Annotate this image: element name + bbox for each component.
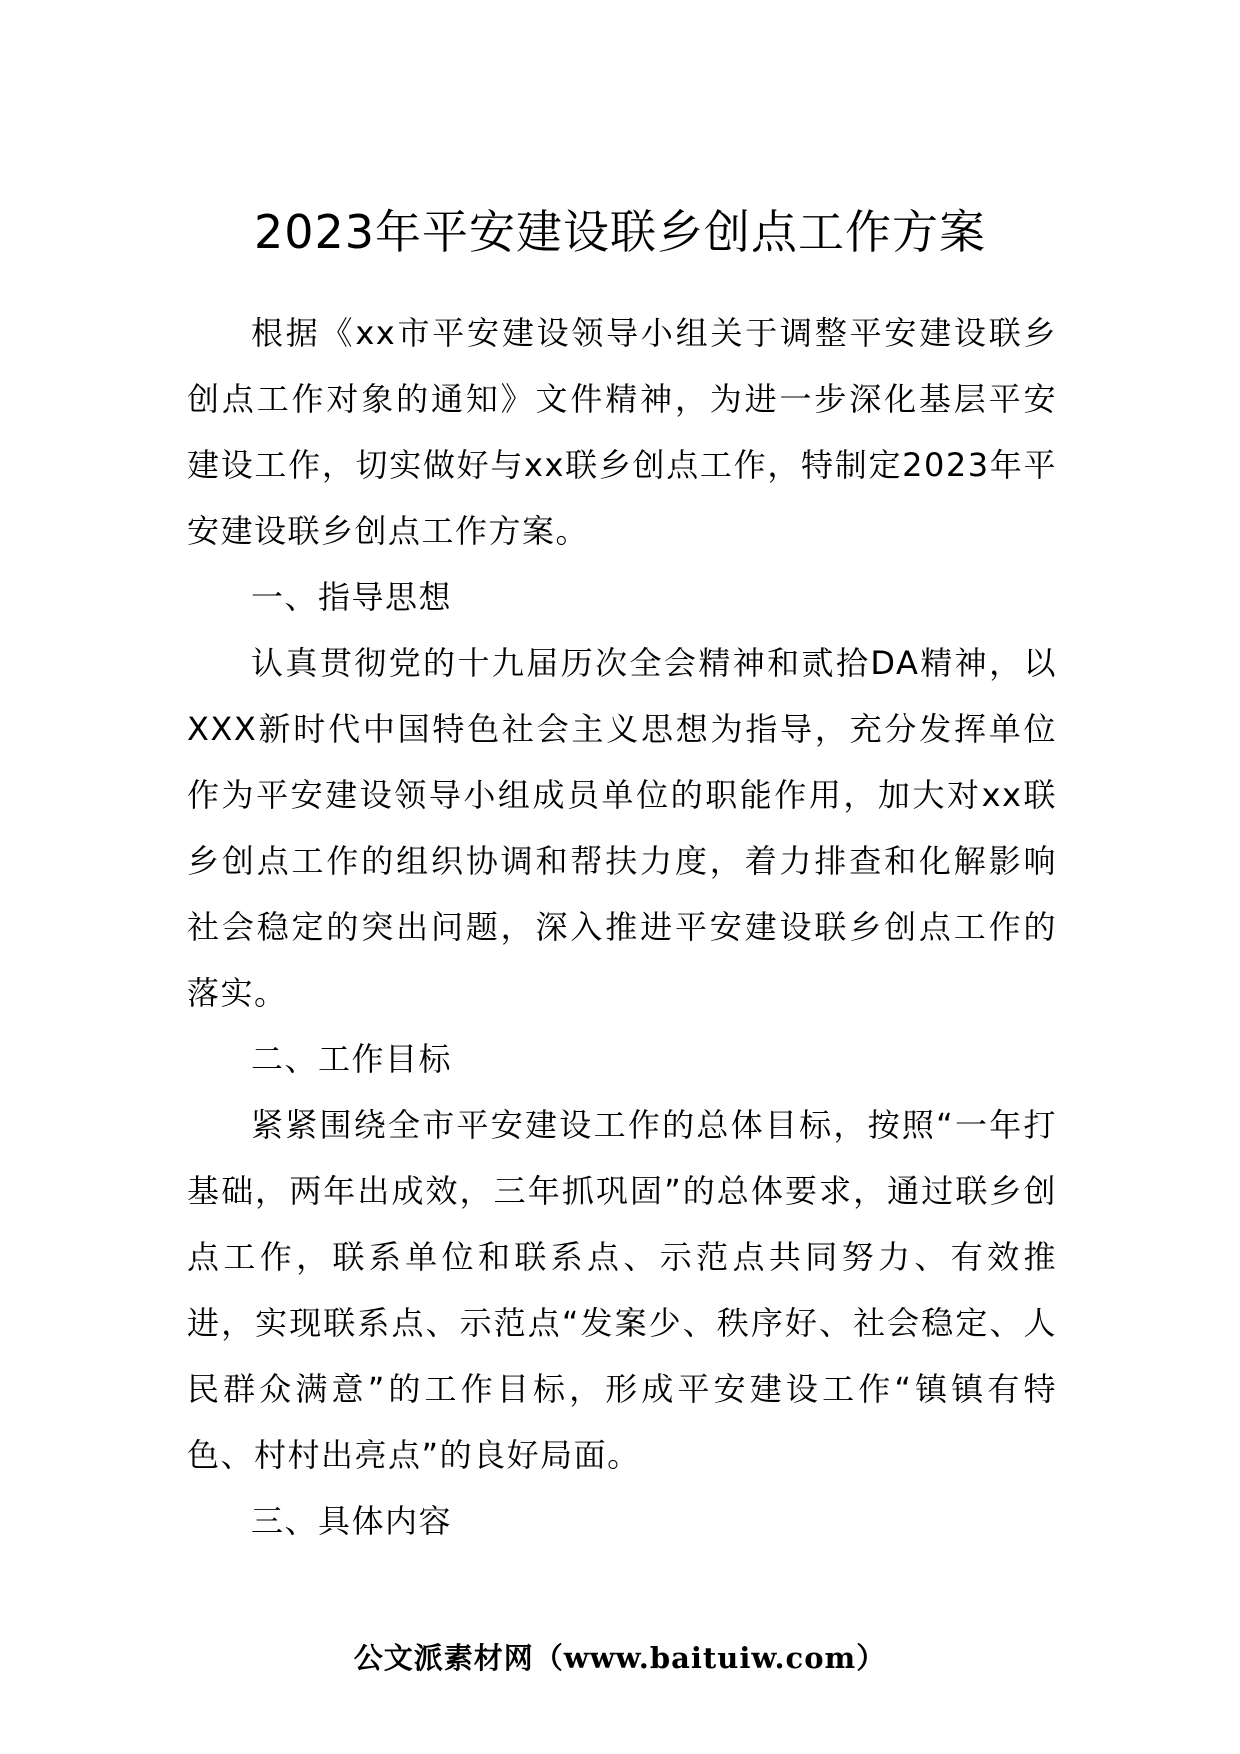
document-body [187,300,1057,1554]
document-title: 2023年平安建设联乡创点工作方案 [253,205,987,259]
section-heading-specific-content: 三、具体内容 [251,1502,453,1540]
guiding-ideology-paragraph: 认真贯彻党的十九届历次全会精神和贰拾DA精神，以XXX新时代中国特色社会主义思想为指导，充分发挥单位作为平安建设领导小组成员单位的职能作用，加大对xx联乡创点工作的组织协调和帮扶力度，着力排查和化解影响社会稳定的突出问题，深入推进平安建设联乡创点工作的落实。 [187,644,1057,1012]
work-goals-paragraph: 紧紧围绕全市平安建设工作的总体目标，按照“一年打基础，两年出成效，三年抓巩固”的总体要求，通过联乡创点工作，联系单位和联系点、示范点共同努力、有效推进，实现联系点、示范点“发案少、秩序好、社会稳定、人民群众满意”的工作目标，形成平安建设工作“镇镇有特色、村村出亮点”的良好局面。 [187,1106,1057,1474]
footer-watermark: 公文派素材网（www.baituiw.com） [353,1641,887,1675]
intro-paragraph: 根据《xx市平安建设领导小组关于调整平安建设联乡创点工作对象的通知》文件精神，为进一步深化基层平安建设工作，切实做好与xx联乡创点工作，特制定2023年平安建设联乡创点工作方案。 [187,314,1057,550]
section-heading-guiding-ideology: 一、指导思想 [251,578,453,616]
section-heading-work-goals: 二、工作目标 [251,1040,453,1078]
